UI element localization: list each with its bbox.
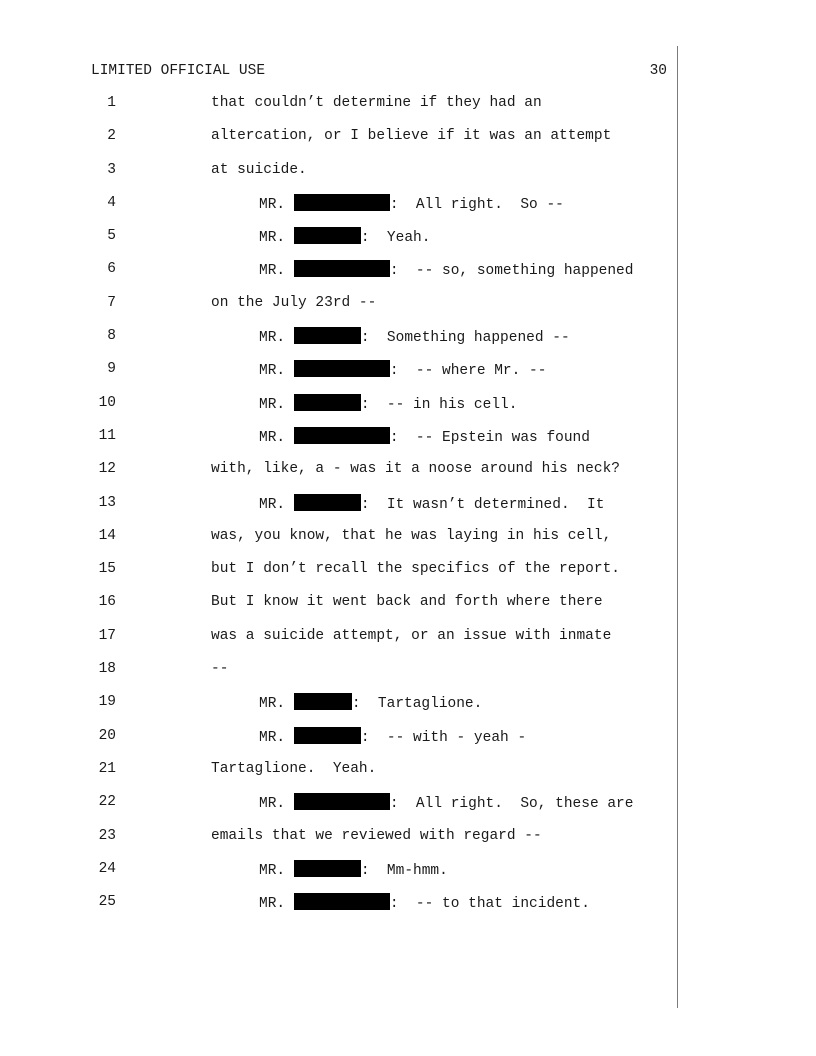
- line-number: 13: [98, 494, 116, 511]
- redaction-block: [294, 427, 390, 444]
- transcript-line: [0, 760, 816, 793]
- transcript-line: [0, 660, 816, 693]
- speaker-text: : -- in his cell.: [360, 396, 518, 413]
- speaker-line: [259, 194, 564, 214]
- line-number: 17: [98, 627, 116, 644]
- speaker-line: [259, 260, 633, 280]
- speaker-text: : -- with - yeah -: [360, 729, 527, 746]
- transcript-line: [0, 227, 816, 260]
- speaker-text: : Tartaglione.: [351, 696, 483, 713]
- redaction-block: [294, 194, 390, 211]
- speaker-line: [259, 793, 633, 813]
- line-number: 4: [107, 194, 116, 211]
- transcript-line: [0, 394, 816, 427]
- speaker-prefix: MR.: [259, 429, 294, 446]
- line-text: altercation, or I believe if it was an attempt: [211, 128, 612, 145]
- speaker-prefix: MR.: [259, 363, 294, 380]
- transcript-line: [0, 727, 816, 760]
- line-text: that couldn’t determine if they had an: [211, 95, 542, 111]
- transcript-line: [0, 860, 816, 893]
- line-number: 25: [98, 894, 116, 911]
- transcript-line: [0, 161, 816, 194]
- line-number: 10: [98, 394, 116, 411]
- redaction-block: [294, 494, 361, 511]
- transcript-line: [0, 294, 816, 327]
- redaction-block: [294, 227, 361, 244]
- transcript-line: [0, 194, 816, 227]
- classification-label: LIMITED OFFICIAL USE: [91, 63, 266, 79]
- speaker-text: : It wasn’t determined. It: [360, 496, 605, 513]
- transcript-line: [0, 427, 816, 460]
- page-number: 30: [649, 63, 667, 79]
- line-number: 22: [98, 794, 116, 811]
- redaction-block: [294, 893, 390, 910]
- speaker-line: [259, 494, 604, 514]
- line-number: 14: [98, 527, 116, 544]
- speaker-text: : -- where Mr. --: [389, 363, 547, 380]
- speaker-line: [259, 227, 430, 247]
- speaker-prefix: MR.: [259, 196, 294, 213]
- speaker-text: : -- Epstein was found: [389, 429, 590, 446]
- line-number: 8: [107, 328, 116, 345]
- transcript-line: [0, 527, 816, 560]
- speaker-text: : -- to that incident.: [389, 896, 590, 913]
- line-text: Tartaglione. Yeah.: [211, 760, 377, 777]
- transcript-line: [0, 827, 816, 860]
- redaction-block: [294, 394, 361, 411]
- speaker-line: [259, 860, 448, 880]
- line-number: 6: [107, 261, 116, 278]
- speaker-prefix: MR.: [259, 496, 294, 513]
- speaker-prefix: MR.: [259, 230, 294, 247]
- transcript-line: [0, 494, 816, 527]
- transcript-line: [0, 327, 816, 360]
- redaction-block: [294, 793, 390, 810]
- speaker-prefix: MR.: [259, 263, 294, 280]
- speaker-text: : All right. So, these are: [389, 796, 634, 813]
- line-text: was, you know, that he was laying in his cell,: [211, 527, 612, 544]
- speaker-text: : Yeah.: [360, 230, 431, 247]
- line-number: 9: [107, 361, 116, 378]
- speaker-line: [259, 893, 590, 913]
- line-text: at suicide.: [211, 161, 307, 178]
- speaker-text: : All right. So --: [389, 196, 564, 213]
- line-number: 5: [107, 228, 116, 245]
- line-text: emails that we reviewed with regard --: [211, 827, 542, 844]
- line-text: but I don’t recall the specifics of the report.: [211, 561, 620, 578]
- redaction-block: [294, 327, 361, 344]
- line-number: 23: [98, 827, 116, 844]
- transcript-line: [0, 360, 816, 393]
- line-number: 18: [98, 661, 116, 678]
- line-text: But I know it went back and forth where there: [211, 594, 603, 611]
- transcript-line: [0, 693, 816, 726]
- transcript-line: [0, 627, 816, 660]
- transcript-line: [0, 460, 816, 493]
- line-number: 15: [98, 561, 116, 578]
- speaker-prefix: MR.: [259, 796, 294, 813]
- line-number: 20: [98, 727, 116, 744]
- speaker-line: [259, 693, 482, 713]
- transcript-line: [0, 94, 816, 127]
- speaker-line: [259, 360, 546, 380]
- transcript-line: [0, 593, 816, 626]
- speaker-line: [259, 327, 570, 347]
- redaction-block: [294, 360, 390, 377]
- speaker-prefix: MR.: [259, 896, 294, 913]
- line-number: 2: [107, 128, 116, 145]
- speaker-prefix: MR.: [259, 862, 294, 879]
- line-text: with, like, a - was it a noose around his neck?: [211, 461, 620, 478]
- speaker-line: [259, 394, 517, 414]
- transcript-line: [0, 127, 816, 160]
- line-number: 21: [98, 760, 116, 777]
- transcript-body: [0, 94, 816, 926]
- speaker-prefix: MR.: [259, 330, 294, 347]
- line-text: on the July 23rd --: [211, 294, 377, 311]
- redaction-block: [294, 727, 361, 744]
- speaker-text: : -- so, something happened: [389, 263, 634, 280]
- speaker-prefix: MR.: [259, 696, 294, 713]
- redaction-block: [294, 260, 390, 277]
- line-number: 1: [107, 95, 116, 111]
- line-number: 16: [98, 594, 116, 611]
- redaction-block: [294, 860, 361, 877]
- speaker-line: [259, 727, 526, 747]
- transcript-line: [0, 260, 816, 293]
- line-number: 19: [98, 694, 116, 711]
- speaker-prefix: MR.: [259, 729, 294, 746]
- redaction-block: [294, 693, 352, 710]
- speaker-text: : Mm-hmm.: [360, 862, 448, 879]
- transcript-line: [0, 793, 816, 826]
- speaker-text: : Something happened --: [360, 330, 570, 347]
- line-number: 3: [107, 161, 116, 178]
- speaker-prefix: MR.: [259, 396, 294, 413]
- line-text: --: [211, 661, 229, 678]
- transcript-line: [0, 560, 816, 593]
- line-number: 7: [107, 294, 116, 311]
- speaker-line: [259, 427, 590, 447]
- transcript-line: [0, 893, 816, 926]
- line-number: 24: [98, 860, 116, 877]
- line-text: was a suicide attempt, or an issue with inmate: [211, 627, 612, 644]
- line-number: 12: [98, 461, 116, 478]
- line-number: 11: [98, 427, 116, 444]
